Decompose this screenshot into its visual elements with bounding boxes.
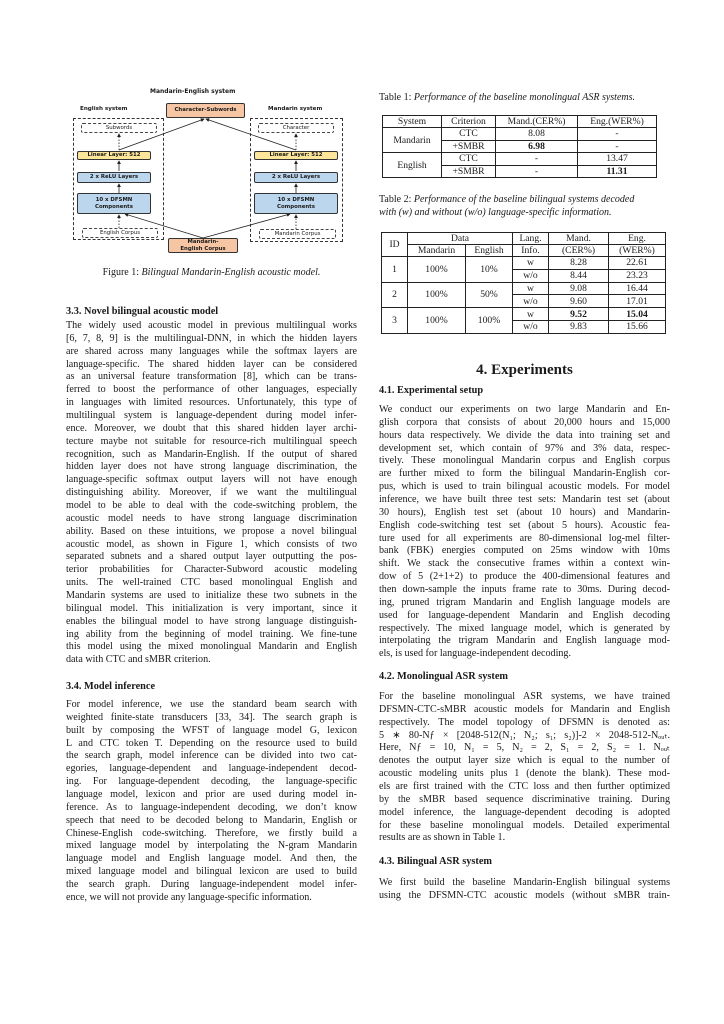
mandarin-english-corpus-box: Mandarin-English Corpus: [168, 238, 238, 253]
english-cell: 10%: [466, 257, 513, 283]
table-2-caption: [379, 193, 670, 219]
section-3-3: [66, 306, 357, 667]
text-line: [6, 7, 8, 9] is the multilingual-DNN, in which the hidden layers: [66, 332, 357, 344]
section-paragraph: [379, 404, 670, 661]
section-paragraph: [379, 691, 670, 845]
text-line: then down-sample the inputs frame rate to 30ms. During decod-: [379, 584, 670, 596]
mandarin-system-label: Mandarin system: [268, 106, 323, 112]
text-line: language model and English language model. And then, the: [66, 853, 357, 865]
english-cell: 100%: [466, 308, 513, 334]
text-line: are further mixed to form the bilingual Mandarin-English cor-: [379, 468, 670, 480]
eng-cell: 15.66: [609, 320, 666, 333]
text-line: for these baseline monolingual models. Detailed experimental: [379, 819, 670, 831]
header-cell: Lang.: [513, 233, 549, 245]
eng-cell: 16.44: [609, 282, 666, 295]
text-line: by the sMBR based sequence discriminative training. During: [379, 793, 670, 805]
text-line: hidden layer does not have strong language discrimination, the: [66, 461, 357, 473]
header-cell: English: [466, 245, 513, 257]
eng-cell: 17.01: [609, 295, 666, 308]
id-cell: 2: [382, 282, 408, 308]
header-cell: Criterion: [442, 116, 496, 128]
header-cell: Data: [408, 233, 513, 245]
text-line: respectively. The model topology of DFSMN is denoted as:: [379, 716, 670, 728]
text-line: using the DFSMN-CTC acoustic models (without sMBR train-: [379, 889, 670, 901]
text-line: tecture maybe not suitable for resource-rich multilingual speech: [66, 435, 357, 447]
header-cell: Eng.: [609, 233, 666, 245]
table-row: [382, 257, 666, 270]
text-line: recognition, such as Mandarin-English. If the output of shared: [66, 448, 357, 460]
text-line: units. The well-trained CTC based monolingual English and: [66, 577, 357, 589]
eng-cell: 23.23: [609, 269, 666, 282]
criterion-cell: CTC: [442, 153, 496, 166]
section-paragraph: [66, 699, 357, 905]
text-line: els, is used for language-independent decoding.: [379, 648, 572, 660]
mandarin-cell: 100%: [408, 257, 466, 283]
character-box: Character: [258, 123, 334, 133]
eng-cell: -: [578, 140, 657, 153]
table-caption-text-line2: with (w) and without (w/o) language-specific information.: [379, 207, 612, 218]
text-line: English code-switching test set (about 5 hours). Acoustic fea-: [379, 519, 670, 531]
text-line: hours data respectively. We divide the data into training set and: [379, 429, 670, 441]
text-line: For the baseline monolingual ASR systems, we have trained: [379, 691, 670, 702]
text-line: denotes the output layer size which is equal to the number of: [379, 755, 670, 767]
section-4-2: [379, 671, 670, 845]
text-line: We first build the baseline Mandarin-English bilingual systems: [379, 877, 670, 888]
mand-cell: 8.44: [549, 269, 609, 282]
eng-cell: 11.31: [578, 165, 657, 178]
id-cell: 1: [382, 257, 408, 283]
text-line: For model inference, we use the standard beam search with: [66, 699, 357, 710]
text-line: mixed language model and bilingual lexicon are used to build: [66, 866, 357, 878]
mand-cell: 9.08: [549, 282, 609, 295]
text-line: ence. Moreover, we doubt that this shared hidden layer archi-: [66, 422, 357, 434]
header-cell: System: [383, 116, 442, 128]
text-line: data with CTC and sMBR criterion.: [66, 654, 211, 666]
text-line: tively. These monolingual Mandarin corpus and English corpus: [379, 455, 670, 467]
criterion-cell: +SMBR: [442, 165, 496, 178]
text-line: separated subnets and a shared output layer outputting the pos-: [66, 551, 357, 563]
figure-caption-label: Figure 1:: [102, 267, 139, 278]
text-line: language-specific softmax output layers will not have enough: [66, 474, 357, 486]
mand-cell: 6.98: [496, 140, 578, 153]
english-corpus-box: English Corpus: [82, 228, 158, 238]
criterion-cell: CTC: [442, 128, 496, 141]
text-line: in languages with limited resources. Unfortunately, this type of: [66, 397, 357, 409]
section-paragraph: [379, 877, 670, 903]
table-header-row: [383, 116, 657, 128]
mand-cell: -: [496, 153, 578, 166]
table-caption-text-line1: Performance of the baseline bilingual systems decoded: [413, 194, 635, 205]
system-cell: English: [383, 153, 442, 178]
figure-caption-text: Bilingual Mandarin-English acoustic model.: [141, 267, 321, 278]
header-cell: Mand.: [549, 233, 609, 245]
text-line: development set, which contain of 97% and 3% data, respec-: [379, 442, 670, 454]
subwords-box: Subwords: [81, 123, 157, 133]
relu-layers-box-mandarin: 2 x ReLU Layers: [254, 172, 338, 183]
text-line: shift. We stack the consecutive frames within a context win-: [379, 558, 670, 570]
mand-cell: 9.60: [549, 295, 609, 308]
info-cell: w: [513, 282, 549, 295]
dfsmn-box-mandarin: 10 x DFSMN Components: [254, 193, 338, 214]
figure-title: Mandarin-English system: [150, 88, 236, 95]
text-line: bilingual model. This initialization is very important, since it: [66, 602, 357, 614]
text-line: ability. Based on these intuitions, we propose a novel bilingual: [66, 525, 357, 537]
text-line: weighted finite-state transducers [33, 34]. The search graph is: [66, 711, 357, 723]
table-header-row: [382, 233, 666, 245]
text-line: distinguishing ability. Moreover, if we want the multilingual: [66, 487, 357, 499]
criterion-cell: +SMBR: [442, 140, 496, 153]
text-line: speech that need to be decoded belong to Mandarin, English or: [66, 814, 357, 826]
section-heading: 4.1. Experimental setup: [379, 385, 484, 396]
text-line: ing. For language-dependent decoding, the language-specific: [66, 776, 357, 788]
mandarin-corpus-box: Mandarin Corpus: [259, 229, 336, 239]
text-line: ferred to boost the performance of other languages, especially: [66, 384, 357, 396]
text-line: egories, language-dependent and language-independent decod-: [66, 763, 357, 775]
header-cell: ID: [382, 233, 408, 257]
linear-layer-box-mandarin: Linear Layer: 512: [254, 151, 338, 160]
text-line: this model using the mixed monolingual Mandarin and English: [66, 641, 357, 653]
text-line: DFSMN-CTC-sMBR acoustic models for Mandarin and English: [379, 703, 670, 715]
text-line: inference, we have built three test sets: Mandarin test set (about: [379, 494, 670, 506]
text-line: model inference, the language-dependent decoding is adopted: [379, 806, 670, 818]
text-line: Chinese-English code-switching. Therefore, we firstly build a: [66, 827, 357, 839]
text-line: els are first trained with the CTC loss and then further optimized: [379, 781, 670, 793]
character-subwords-box: Character-Subwords: [166, 103, 245, 118]
eng-cell: 13.47: [578, 153, 657, 166]
table-row: [383, 153, 657, 166]
eng-cell: -: [578, 128, 657, 141]
text-line: enables the bilingual model to have strong language distinguish-: [66, 615, 357, 627]
text-line: ing ability from the beginning of model training. We fine-tune: [66, 628, 357, 640]
figure-caption: [66, 266, 357, 279]
linear-layer-box-english: Linear Layer: 512: [77, 151, 151, 160]
text-line: respectively. The mixed language model, which is generated by: [379, 622, 670, 634]
text-line: are shared across many languages while the softmax layers are: [66, 345, 357, 357]
table-row: [382, 282, 666, 295]
table-caption-text: Performance of the baseline monolingual ASR systems.: [413, 92, 636, 103]
text-line: pus, which is used to train bilingual acoustic models. For model: [379, 481, 670, 493]
text-line: results are as shown in Table 1.: [379, 832, 506, 844]
text-line: acoustic modeling units plus 1 (denote the blank). These mod-: [379, 768, 670, 780]
mandarin-cell: 100%: [408, 282, 466, 308]
section-4-3: [379, 856, 670, 903]
text-line: interpolating the trigram Mandarin and English language mod-: [379, 635, 670, 647]
header-cell: (CER%): [549, 245, 609, 257]
text-line: mixed language model by interpolating the N-gram Mandarin: [66, 840, 357, 852]
mand-cell: 9.52: [549, 308, 609, 321]
header-cell: Mandarin: [408, 245, 466, 257]
dfsmn-box-english: 10 x DFSMN Components: [77, 193, 151, 214]
text-line: Here, Nƒ = 10, N₁ = 5, N₂ = 2, S₁ = 2, S₂ = 1. Nₒᵤₜ: [379, 742, 670, 754]
section-3-4: [66, 681, 357, 905]
text-line: the search graph, model inference can be divided into two cat-: [66, 750, 357, 762]
info-cell: w/o: [513, 269, 549, 282]
eng-cell: 22.61: [609, 257, 666, 270]
table-1-caption: [379, 91, 670, 104]
section-4-heading: 4. Experiments: [476, 362, 573, 378]
text-line: built by composing the WFST of language model G, lexicon: [66, 724, 357, 736]
header-cell: (WER%): [609, 245, 666, 257]
text-line: Mandarin systems are used to initialize these two subnets in the: [66, 590, 357, 602]
mand-cell: 8.28: [549, 257, 609, 270]
text-line: acoustic model needs to have strong language discrimination: [66, 512, 357, 524]
section-heading: 3.4. Model inference: [66, 681, 156, 692]
info-cell: w/o: [513, 320, 549, 333]
text-line: ference. As to language-independent decoding, we don’t know: [66, 801, 357, 813]
text-line: language-specific. The shared hidden layer can be considered: [66, 358, 357, 370]
info-cell: w: [513, 257, 549, 270]
text-line: language model, lexicon and prior are used during model in-: [66, 789, 357, 801]
text-line: glish corpora that consists of about 20,000 hours and 15,000: [379, 416, 670, 428]
text-line: as an universal feature transformation [8], which can be trans-: [66, 371, 357, 383]
section-4-1: [379, 385, 670, 661]
section-heading: 4.3. Bilingual ASR system: [379, 856, 492, 867]
table-row: [382, 308, 666, 321]
header-cell: Info.: [513, 245, 549, 257]
system-cell: Mandarin: [383, 128, 442, 153]
text-line: 5 ∗ 80-Nƒ × [2048-512(N₁; N₂; s₁; s₂)]-2 × 2048-512-Nₒᵤₜ.: [379, 729, 670, 741]
mand-cell: 9.83: [549, 320, 609, 333]
text-line: ing, pruned trigram Mandarin and English language models are: [379, 596, 670, 608]
text-line: multilingual system is language-dependent during model infer-: [66, 410, 357, 422]
english-cell: 50%: [466, 282, 513, 308]
text-line: L and CTC token T. Depending on the resource used to build: [66, 737, 357, 749]
info-cell: w/o: [513, 295, 549, 308]
relu-layers-box-english: 2 x ReLU Layers: [77, 172, 151, 183]
table-header-row: [382, 245, 666, 257]
mandarin-cell: 100%: [408, 308, 466, 334]
table-caption-label: Table 1:: [379, 92, 412, 103]
text-line: bank (FBK) energies computed on 25ms window with 10ms: [379, 545, 670, 557]
text-line: We conduct our experiments on two large Mandarin and En-: [379, 404, 670, 415]
text-line: used for language-dependent Mandarin and English decoding: [379, 609, 670, 621]
section-paragraph: [66, 320, 357, 667]
section-heading: 3.3. Novel bilingual acoustic model: [66, 306, 219, 317]
text-line: The widely used acoustic model in previous multilingual works: [66, 320, 357, 331]
table-2: [381, 232, 666, 334]
header-cell: Mand.(CER%): [496, 116, 578, 128]
mand-cell: 8.08: [496, 128, 578, 141]
english-system-label: English system: [80, 106, 128, 112]
table-row: [383, 128, 657, 141]
text-line: ence, we will not provide any language-specific information.: [66, 891, 312, 903]
text-line: 30 hours), English test set (about 10 hours) and Mandarin-: [379, 506, 670, 518]
info-cell: w: [513, 308, 549, 321]
text-line: the search graph. During language-independent model infer-: [66, 879, 357, 891]
header-cell: Eng.(WER%): [578, 116, 657, 128]
id-cell: 3: [382, 308, 408, 334]
mand-cell: -: [496, 165, 578, 178]
table-caption-label: Table 2:: [379, 194, 412, 205]
eng-cell: 15.04: [609, 308, 666, 321]
section-heading: 4.2. Monolingual ASR system: [379, 671, 509, 682]
text-line: dow of 5 (2+1+2) to produce the 400-dimensional features and: [379, 571, 670, 583]
text-line: model to be able to deal with the code-switching problem, the: [66, 500, 357, 512]
text-line: terior probabilities for Character-Subword acoustic modeling: [66, 564, 357, 576]
text-line: acoustic model, as shown in Figure 1, which consists of two: [66, 538, 357, 550]
table-1: [382, 115, 657, 178]
text-line: ture used for all experiments are 80-dimensional log-mel filter-: [379, 532, 670, 544]
